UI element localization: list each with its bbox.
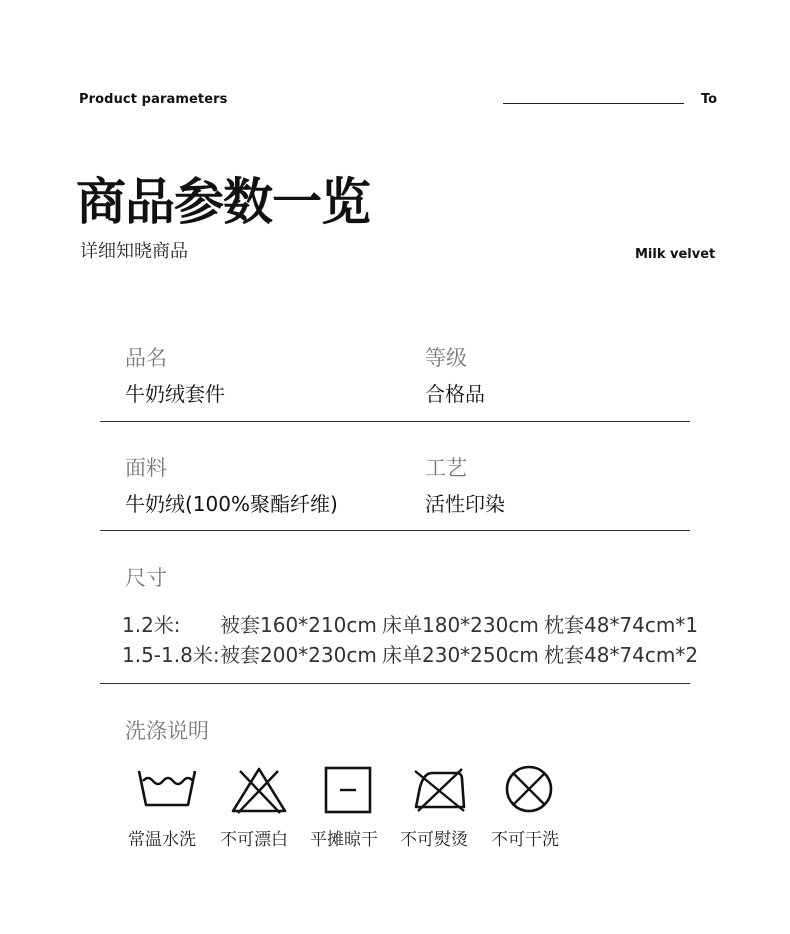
page-subtitle: 详细知晓商品 bbox=[80, 241, 188, 262]
normal-wash-icon bbox=[137, 765, 197, 813]
care-item-label: 不可干洗 bbox=[491, 830, 559, 850]
to-label: To bbox=[701, 92, 718, 107]
no-dry-clean-icon bbox=[503, 765, 555, 817]
size-name: 1.2米: bbox=[122, 613, 181, 637]
divider-3 bbox=[100, 683, 690, 684]
name-value: 牛奶绒套件 bbox=[125, 382, 225, 406]
care-label: 洗涤说明 bbox=[125, 719, 209, 743]
divider-2 bbox=[100, 530, 690, 531]
divider-1 bbox=[100, 421, 690, 422]
size-row bbox=[0, 639, 790, 665]
grade-value: 合格品 bbox=[425, 382, 485, 406]
sheet-size: 床单230*250cm bbox=[382, 643, 539, 667]
quilt-size: 被套200*230cm bbox=[220, 643, 377, 667]
material-english-label: Milk velvet bbox=[635, 247, 716, 262]
page-title: 商品参数一览 bbox=[76, 173, 370, 231]
no-iron-icon bbox=[412, 765, 468, 815]
care-item-label: 平摊晾干 bbox=[310, 830, 378, 850]
care-item-label: 不可熨烫 bbox=[400, 830, 468, 850]
size-name: 1.5-1.8米: bbox=[122, 643, 220, 667]
grade-label: 等级 bbox=[425, 346, 467, 370]
flat-dry-icon bbox=[323, 765, 373, 815]
fabric-label: 面料 bbox=[125, 456, 167, 480]
care-item-label: 不可漂白 bbox=[220, 830, 288, 850]
fabric-value: 牛奶绒(100%聚酯纤维) bbox=[125, 492, 338, 516]
no-bleach-icon bbox=[230, 765, 288, 815]
sheet-size: 床单180*230cm bbox=[382, 613, 539, 637]
care-item-label: 常温水洗 bbox=[128, 830, 196, 850]
english-title: Product parameters bbox=[79, 92, 228, 107]
craft-label: 工艺 bbox=[425, 456, 467, 480]
size-row bbox=[0, 609, 790, 635]
pillow-size: 枕套48*74cm*1 bbox=[544, 613, 699, 637]
pillow-size: 枕套48*74cm*2 bbox=[544, 643, 699, 667]
name-label: 品名 bbox=[125, 346, 167, 370]
quilt-size: 被套160*210cm bbox=[220, 613, 377, 637]
header-divider-line bbox=[503, 103, 684, 104]
craft-value: 活性印染 bbox=[425, 492, 505, 516]
size-label: 尺寸 bbox=[125, 566, 167, 590]
